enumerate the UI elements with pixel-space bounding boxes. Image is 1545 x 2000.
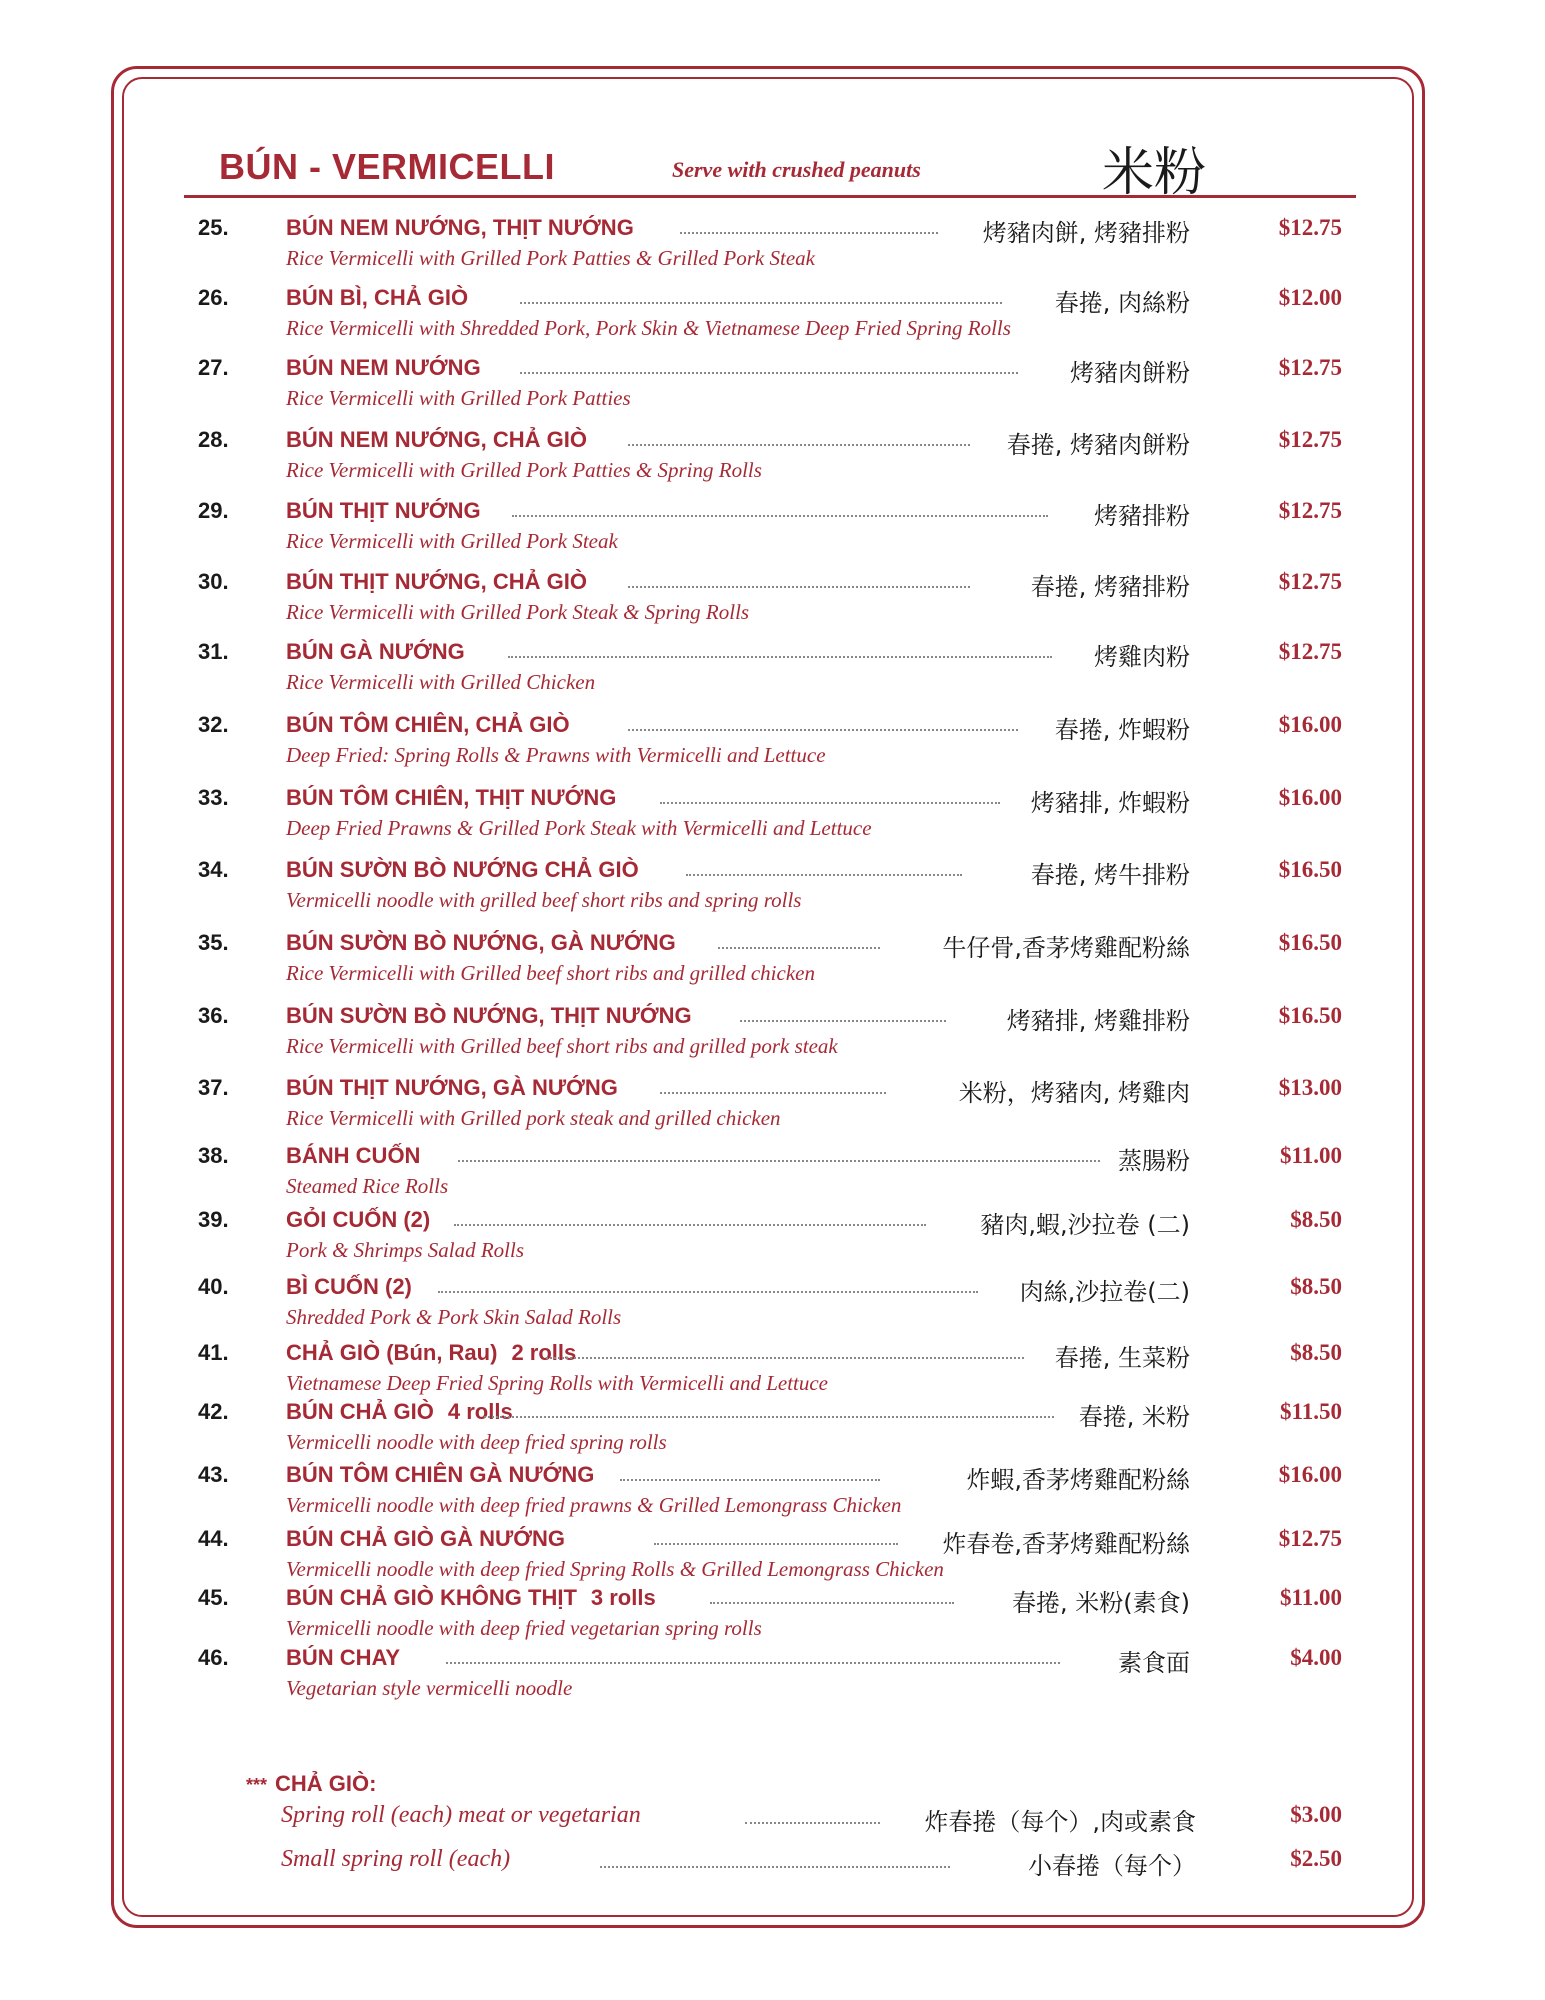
item-description: Rice Vermicelli with Grilled Pork Patties & Spring Rolls <box>286 458 762 482</box>
item-price: $8.50 <box>1290 1207 1342 1232</box>
item-name <box>286 712 570 738</box>
item-name-text: BÚN SƯỜN BÒ NƯỚNG CHẢ GIÒ <box>286 857 639 882</box>
menu-item <box>0 1075 1545 1135</box>
dot-leader <box>628 586 970 588</box>
dot-leader <box>620 1479 880 1481</box>
dot-leader <box>600 1866 950 1868</box>
dot-leader <box>512 515 1048 517</box>
item-chinese-name: 蒸腸粉 <box>1118 1147 1190 1175</box>
item-name-text: CHẢ GIÒ (Bún, Rau) <box>286 1340 498 1365</box>
item-number: 25. <box>198 215 229 240</box>
item-number: 43. <box>198 1462 229 1487</box>
item-description: Vegetarian style vermicelli noodle <box>286 1676 573 1700</box>
item-price: $11.00 <box>1280 1143 1342 1168</box>
item-price: $8.50 <box>1290 1274 1342 1299</box>
item-price: $16.50 <box>1278 930 1342 955</box>
dot-leader <box>654 1543 898 1545</box>
item-name <box>286 1274 412 1300</box>
extras-stars: *** <box>246 1775 268 1795</box>
dot-leader <box>710 1602 954 1604</box>
item-description: Deep Fried Prawns & Grilled Pork Steak with Vermicelli and Lettuce <box>286 816 872 840</box>
menu-item <box>0 215 1545 275</box>
item-price: $12.75 <box>1278 355 1342 380</box>
item-name <box>286 355 481 381</box>
item-number: 37. <box>198 1075 229 1100</box>
item-price: $16.00 <box>1278 712 1342 737</box>
item-name <box>286 1003 692 1029</box>
menu-item <box>0 1462 1545 1522</box>
item-description: Rice Vermicelli with Grilled Pork Patties <box>286 386 631 410</box>
item-name <box>286 498 481 524</box>
item-quantity: 3 rolls <box>590 1585 656 1610</box>
item-name-text: BÚN CHẢ GIÒ <box>286 1399 434 1424</box>
dot-leader <box>446 1662 1060 1664</box>
item-name-text: BÚN TÔM CHIÊN, THỊT NƯỚNG <box>286 785 617 810</box>
item-chinese-name: 烤豬排, 烤雞排粉 <box>1006 1007 1190 1035</box>
item-chinese-name: 炸春卷,香茅烤雞配粉絲 <box>942 1530 1190 1558</box>
item-name <box>286 427 587 453</box>
menu-item <box>0 930 1545 990</box>
extras-item-price: $2.50 <box>1290 1846 1342 1871</box>
item-chinese-name: 春捲, 烤豬排粉 <box>1030 573 1190 601</box>
item-price: $16.00 <box>1278 785 1342 810</box>
item-number: 38. <box>198 1143 229 1168</box>
item-chinese-name: 春捲, 米粉(素食) <box>1012 1589 1190 1617</box>
item-name <box>286 215 634 241</box>
item-chinese-name: 春捲, 肉絲粉 <box>1054 289 1190 317</box>
item-name-text: BÚN CHẢ GIÒ GÀ NƯỚNG <box>286 1526 566 1551</box>
menu-item <box>0 712 1545 772</box>
item-price: $12.75 <box>1278 639 1342 664</box>
dot-leader <box>546 1357 1024 1359</box>
dot-leader <box>454 1224 926 1226</box>
item-price: $13.00 <box>1278 1075 1342 1100</box>
menu-item <box>0 1645 1545 1705</box>
menu-item <box>0 1399 1545 1459</box>
dot-leader <box>484 1416 1054 1418</box>
item-name <box>286 1462 594 1488</box>
item-chinese-name: 烤豬排粉 <box>1094 502 1190 530</box>
item-chinese-name: 豬肉,蝦,沙拉卷 (二) <box>980 1211 1190 1239</box>
item-chinese-name: 烤豬肉餅, 烤豬排粉 <box>982 219 1190 247</box>
item-description: Rice Vermicelli with Grilled Pork Steak & Spring Rolls <box>286 600 750 624</box>
item-price: $12.75 <box>1278 215 1342 240</box>
item-description: Rice Vermicelli with Grilled beef short ribs and grilled pork steak <box>286 1034 838 1058</box>
item-name <box>286 1143 420 1169</box>
dot-leader <box>745 1822 880 1824</box>
item-price: $11.00 <box>1280 1585 1342 1610</box>
item-description: Rice Vermicelli with Grilled Chicken <box>286 670 596 694</box>
menu-item <box>0 1207 1545 1267</box>
extras-item-description: Small spring roll (each) <box>281 1846 511 1872</box>
item-number: 26. <box>198 285 229 310</box>
item-name <box>286 1526 565 1552</box>
dot-leader <box>520 372 1018 374</box>
item-name-text: BÚN THỊT NƯỚNG, GÀ NƯỚNG <box>286 1075 618 1100</box>
item-number: 27. <box>198 355 229 380</box>
item-description: Vermicelli noodle with deep fried Spring Rolls & Grilled Lemongrass Chicken <box>286 1557 944 1581</box>
item-number: 28. <box>198 427 229 452</box>
item-description: Vermicelli noodle with deep fried spring rolls <box>286 1430 667 1454</box>
item-chinese-name: 春捲, 烤牛排粉 <box>1030 861 1190 889</box>
extras-item <box>0 1802 1545 1838</box>
dot-leader <box>628 729 1018 731</box>
item-name-text: BÚN NEM NƯỚNG, CHẢ GIÒ <box>286 427 588 452</box>
item-quantity: 2 rolls <box>511 1340 577 1365</box>
item-description: Shredded Pork & Pork Skin Salad Rolls <box>286 1305 622 1329</box>
item-chinese-name: 烤雞肉粉 <box>1094 643 1190 671</box>
item-name <box>286 857 639 883</box>
section-subtitle: Serve with crushed peanuts <box>672 157 921 182</box>
item-name <box>286 569 587 595</box>
item-description: Rice Vermicelli with Grilled pork steak and grilled chicken <box>286 1106 781 1130</box>
dot-leader <box>520 302 1002 304</box>
extras-item-chinese: 炸春捲（每个）,肉或素食 <box>924 1808 1196 1836</box>
item-price: $12.75 <box>1278 1526 1342 1551</box>
item-chinese-name: 春捲, 生菜粉 <box>1054 1344 1190 1372</box>
menu-item <box>0 569 1545 629</box>
item-price: $16.50 <box>1278 857 1342 882</box>
item-name-text: BÚN BÌ, CHẢ GIÒ <box>286 285 469 310</box>
item-chinese-name: 烤豬肉餅粉 <box>1070 359 1190 387</box>
menu-item <box>0 427 1545 487</box>
item-price: $11.50 <box>1280 1399 1342 1424</box>
item-chinese-name: 春捲, 炸蝦粉 <box>1054 716 1190 744</box>
menu-item <box>0 1143 1545 1203</box>
item-name <box>286 930 676 956</box>
item-description: Vermicelli noodle with grilled beef short ribs and spring rolls <box>286 888 802 912</box>
menu-item <box>0 1003 1545 1063</box>
item-name <box>286 1399 513 1425</box>
item-description: Pork & Shrimps Salad Rolls <box>286 1238 525 1262</box>
extras-item-description: Spring roll (each) meat or vegetarian <box>281 1802 641 1828</box>
extras-item <box>0 1846 1545 1882</box>
item-name-text: BÚN CHẢ GIÒ KHÔNG THỊT <box>286 1585 577 1610</box>
item-number: 41. <box>198 1340 229 1365</box>
item-name-text: BÚN NEM NƯỚNG, THỊT NƯỚNG <box>286 215 634 240</box>
section-title-chinese: 米粉 <box>1102 143 1207 203</box>
item-price: $16.00 <box>1278 1462 1342 1487</box>
menu-item <box>0 285 1545 345</box>
dot-leader <box>458 1160 1100 1162</box>
item-price: $16.50 <box>1278 1003 1342 1028</box>
item-description: Deep Fried: Spring Rolls & Prawns with Vermicelli and Lettuce <box>286 743 826 767</box>
title-divider <box>184 195 1356 198</box>
item-name-text: BÚN GÀ NƯỚNG <box>286 639 465 664</box>
extras-item-chinese: 小春捲（每个） <box>1028 1852 1196 1880</box>
dot-leader <box>508 656 1052 658</box>
dot-leader <box>438 1291 978 1293</box>
item-number: 46. <box>198 1645 229 1670</box>
extras-title-text: CHẢ GIÒ: <box>275 1771 377 1796</box>
item-description: Rice Vermicelli with Grilled Pork Patties & Grilled Pork Steak <box>286 246 815 270</box>
item-number: 29. <box>198 498 229 523</box>
item-number: 33. <box>198 785 229 810</box>
item-chinese-name: 春捲, 米粉 <box>1078 1403 1190 1431</box>
item-description: Vermicelli noodle with deep fried vegetarian spring rolls <box>286 1616 762 1640</box>
item-chinese-name: 素食面 <box>1118 1649 1190 1677</box>
item-number: 35. <box>198 930 229 955</box>
item-description: Rice Vermicelli with Grilled Pork Steak <box>286 529 618 553</box>
item-name <box>286 639 465 665</box>
item-chinese-name: 肉絲,沙拉卷(二) <box>1019 1278 1190 1306</box>
item-name-text: BÚN THỊT NƯỚNG <box>286 498 481 523</box>
dot-leader <box>628 444 970 446</box>
item-name-text: BÚN TÔM CHIÊN GÀ NƯỚNG <box>286 1462 595 1487</box>
item-name <box>286 285 468 311</box>
item-name-text: BÚN SƯỜN BÒ NƯỚNG, GÀ NƯỚNG <box>286 930 676 955</box>
item-quantity: 4 rolls <box>447 1399 513 1424</box>
item-number: 30. <box>198 569 229 594</box>
item-number: 45. <box>198 1585 229 1610</box>
menu-item <box>0 1526 1545 1586</box>
menu-item <box>0 1585 1545 1645</box>
dot-leader <box>740 1020 946 1022</box>
item-description: Steamed Rice Rolls <box>286 1174 449 1198</box>
dot-leader <box>680 232 938 234</box>
item-chinese-name: 烤豬排, 炸蝦粉 <box>1030 789 1190 817</box>
item-number: 42. <box>198 1399 229 1424</box>
item-name <box>286 785 616 811</box>
item-name <box>286 1075 618 1101</box>
item-name-text: BÚN THỊT NƯỚNG, CHẢ GIÒ <box>286 569 588 594</box>
item-price: $12.00 <box>1278 285 1342 310</box>
item-number: 32. <box>198 712 229 737</box>
menu-item <box>0 355 1545 415</box>
item-name-text: BÚN NEM NƯỚNG <box>286 355 481 380</box>
item-name-text: BÚN TÔM CHIÊN, CHẢ GIÒ <box>286 712 570 737</box>
item-price: $12.75 <box>1278 569 1342 594</box>
item-name-text: BÚN CHAY <box>286 1645 401 1670</box>
menu-item <box>0 639 1545 699</box>
item-chinese-name: 春捲, 烤豬肉餅粉 <box>1006 431 1190 459</box>
item-name-text: BÁNH CUỐN <box>286 1143 421 1168</box>
item-price: $4.00 <box>1290 1645 1342 1670</box>
item-number: 44. <box>198 1526 229 1551</box>
item-number: 40. <box>198 1274 229 1299</box>
item-number: 36. <box>198 1003 229 1028</box>
dot-leader <box>660 1092 886 1094</box>
item-number: 31. <box>198 639 229 664</box>
item-name <box>286 1207 430 1233</box>
menu-item <box>0 857 1545 917</box>
item-name-text: BÌ CUỐN (2) <box>286 1274 412 1299</box>
item-number: 34. <box>198 857 229 882</box>
menu-item <box>0 1274 1545 1334</box>
item-number: 39. <box>198 1207 229 1232</box>
extras-title <box>246 1771 376 1797</box>
item-price: $12.75 <box>1278 498 1342 523</box>
menu-item <box>0 498 1545 558</box>
dot-leader <box>686 874 962 876</box>
item-name <box>286 1340 576 1366</box>
item-chinese-name: 米粉，烤豬肉, 烤雞肉 <box>958 1079 1190 1107</box>
dot-leader <box>718 947 880 949</box>
item-name <box>286 1645 400 1671</box>
menu-item <box>0 785 1545 845</box>
extras-item-price: $3.00 <box>1290 1802 1342 1827</box>
item-price: $12.75 <box>1278 427 1342 452</box>
item-price: $8.50 <box>1290 1340 1342 1365</box>
section-title: BÚN - VERMICELLI <box>219 146 555 187</box>
item-name-text: GỎI CUỐN (2) <box>286 1207 431 1232</box>
menu-item <box>0 1340 1545 1400</box>
item-description: Vermicelli noodle with deep fried prawns & Grilled Lemongrass Chicken <box>286 1493 902 1517</box>
item-description: Vietnamese Deep Fried Spring Rolls with Vermicelli and Lettuce <box>286 1371 829 1395</box>
item-chinese-name: 炸蝦,香茅烤雞配粉絲 <box>966 1466 1190 1494</box>
item-name <box>286 1585 656 1611</box>
item-description: Rice Vermicelli with Shredded Pork, Pork Skin & Vietnamese Deep Fried Spring Rolls <box>286 316 1011 340</box>
item-name-text: BÚN SƯỜN BÒ NƯỚNG, THỊT NƯỚNG <box>286 1003 692 1028</box>
item-description: Rice Vermicelli with Grilled beef short ribs and grilled chicken <box>286 961 815 985</box>
item-chinese-name: 牛仔骨,香茅烤雞配粉絲 <box>942 934 1190 962</box>
dot-leader <box>660 802 1000 804</box>
